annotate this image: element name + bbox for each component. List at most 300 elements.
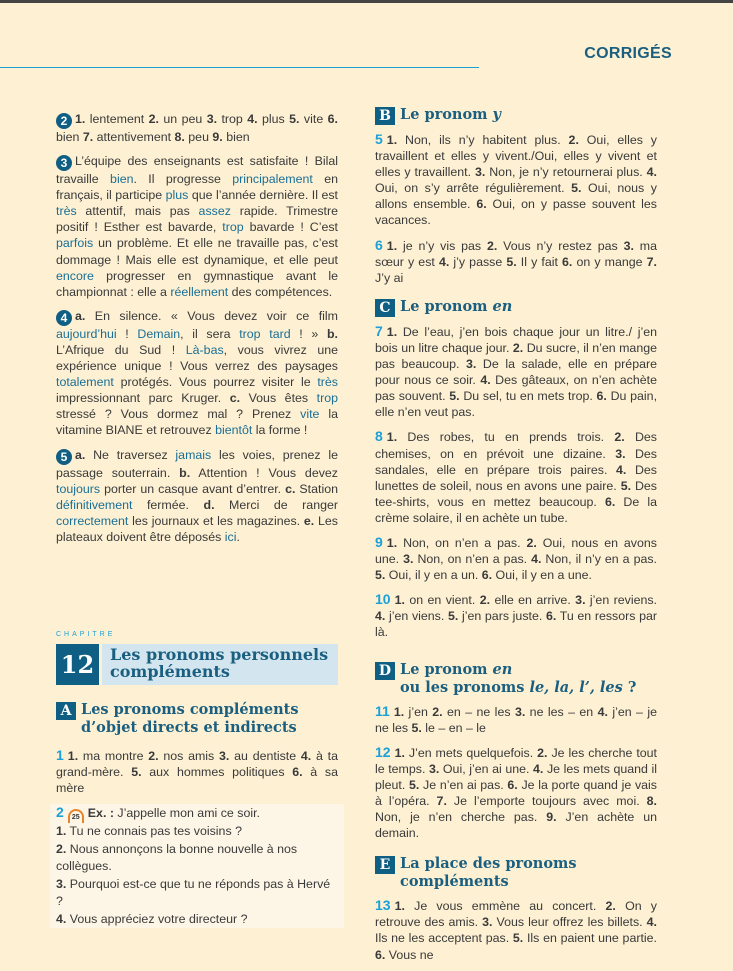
item-number: 2.	[432, 704, 443, 719]
section-title-em: y	[492, 106, 501, 123]
text-run: porter un casque avant d’entrer.	[100, 481, 286, 496]
highlighted-word: jamais	[175, 447, 212, 462]
item-answer: Oui, on s’y arrête régulièrement.	[375, 181, 572, 196]
text-run: bavarde ! C’est	[243, 220, 338, 235]
item-number: 3.	[575, 593, 586, 608]
item-number: 5.	[289, 112, 300, 126]
section-badge: A	[56, 702, 76, 720]
item-number: 4.	[646, 915, 657, 930]
exercise-4-answers	[56, 308, 338, 439]
text-run: L’Afrique du Sud !	[56, 342, 186, 357]
text-run: les journaux et les magazines.	[128, 513, 304, 528]
item-number: 4.	[480, 373, 491, 388]
item-number: 6.	[545, 609, 557, 624]
item-number: 2.	[486, 238, 498, 253]
item-number: 4.	[438, 254, 450, 269]
text-run: Les plateaux doivent être déposés	[56, 513, 339, 544]
item-answer: Je vous emmène au concert.	[404, 899, 606, 914]
section-title-em: en	[492, 297, 513, 315]
item-number: 7.	[646, 254, 657, 269]
text-run: Vous êtes	[240, 391, 317, 406]
top-bar	[0, 0, 733, 3]
answer-text	[375, 899, 657, 961]
item-number: 5.	[131, 765, 142, 780]
item-answer: plus	[257, 112, 290, 126]
item-number: 4.	[247, 112, 258, 126]
item-answer: On y retrouve des amis.	[375, 899, 658, 930]
item-number: 1.	[393, 704, 405, 719]
section-title-line2-em: le, la, l’, les	[529, 678, 623, 696]
item-answer: j’y passe	[449, 254, 507, 269]
answer-text	[56, 154, 338, 299]
text-run: fermée.	[132, 497, 204, 512]
item-answer: attentivement	[93, 130, 175, 144]
audio-exercise-line	[56, 841, 338, 876]
highlighted-word: totalement	[56, 375, 114, 390]
item-letter: a.	[75, 308, 86, 323]
chapter-number: 12	[56, 644, 99, 685]
item-answer: à sa mère	[56, 765, 338, 796]
item-answer: ne les – en	[525, 704, 598, 719]
highlighted-word: plus	[165, 188, 189, 203]
item-answer: Oui, elles y travaillent et elles y vivent./Oui, elles y vivent et elles y travaillent.	[375, 133, 658, 180]
item-number: 3.	[429, 761, 440, 776]
exercise-number: 5	[375, 131, 383, 147]
example-text: J’appelle mon ami ce soir.	[113, 806, 260, 821]
item-number: 3.	[206, 112, 218, 126]
item-answer: Vous ne	[385, 947, 434, 962]
item-number: 5.	[512, 931, 524, 946]
answer-text	[56, 112, 338, 144]
item-answer: peu	[184, 130, 213, 144]
answer-text	[375, 133, 657, 227]
item-number: 1.	[394, 899, 405, 914]
item-number: 3.	[403, 552, 414, 567]
item-answer: De la salade, elle en prépare pour nous ce soir.	[375, 357, 657, 388]
item-answer: Oui, il y en a une.	[492, 568, 592, 583]
item-letter: c.	[229, 391, 241, 406]
exercise-5-answers	[56, 447, 338, 545]
text-run: protégés. Vous pourrez visiter le	[113, 375, 318, 390]
exercise-number: 9	[375, 533, 383, 550]
exercise-13-answers	[375, 897, 657, 962]
item-answer: bien	[222, 130, 250, 144]
answer-text	[375, 236, 657, 285]
item-letter: b.	[326, 326, 338, 341]
item-number: 5.	[571, 181, 582, 196]
section-title-line2: ou les pronoms	[400, 678, 530, 696]
text-run: les voies, prenez le passage souterrain.	[56, 447, 339, 480]
header-rule	[0, 67, 479, 68]
audio-exercise-line	[56, 823, 338, 841]
item-number: 3.	[615, 446, 626, 461]
item-answer: Du sel, tu en mets trop.	[459, 389, 597, 404]
item-number: 5.	[409, 777, 420, 792]
item-answer: je n’y vis pas	[397, 238, 487, 253]
exercise-number-disc: 5	[56, 449, 72, 465]
item-number: 3.	[514, 704, 526, 719]
text-run: Station	[295, 481, 338, 496]
item-number: 1.	[386, 238, 398, 253]
text-run: En silence. « Vous devez voir ce film	[85, 308, 338, 323]
chapter-title	[102, 644, 338, 685]
item-number: 2.	[148, 749, 159, 764]
item-answer: J’y ai	[375, 270, 404, 285]
section-title-text: Le pronom	[400, 106, 493, 123]
item-answer: Non, il n’y en a pas.	[541, 552, 657, 567]
highlighted-word: parfois	[56, 236, 94, 251]
answer-text	[375, 533, 657, 583]
text-run: stressé ? Vous dormez mal ? Prenez	[56, 407, 301, 422]
item-number: 2.	[148, 112, 159, 126]
highlighted-word: encore	[56, 268, 94, 283]
item-number: 6.	[327, 112, 338, 126]
answer-text	[375, 593, 657, 639]
item-answer: Des chemises, on en prévoit une dizaine.	[375, 430, 658, 461]
item-number: 1.	[386, 133, 398, 147]
text-run: rapide. Trimestre positif ! Esther est bavarde,	[56, 204, 338, 235]
item-letter: c.	[285, 481, 296, 496]
item-answer: en – ne les	[442, 704, 515, 719]
item-number: 9.	[212, 130, 223, 144]
section-title-em: en	[492, 660, 513, 678]
audio-exercise-line	[56, 876, 338, 911]
exercise-1-answers	[56, 747, 338, 796]
item-number: 6.	[562, 254, 573, 269]
section-title	[81, 701, 299, 737]
item-number: 2.	[537, 745, 548, 760]
section-title-text: Le pronom	[400, 660, 493, 678]
item-answer: lentement	[85, 112, 149, 126]
item-answer: Du sucre, il n’en mange pas beaucoup.	[375, 340, 657, 372]
item-answer: Oui, il y en a un.	[385, 568, 482, 583]
section-e-heading	[375, 855, 657, 891]
item-answer: Vous n’y restez pas	[497, 238, 624, 253]
item-number: 2.	[568, 133, 579, 147]
item-number: 1.	[67, 749, 79, 764]
item-answer: j’en viens.	[385, 609, 448, 624]
item-number: 2.	[479, 593, 491, 608]
item-number: 1.	[386, 430, 398, 445]
exercise-8-answers	[375, 428, 657, 526]
chapter-label: CHAPITRE	[56, 631, 116, 638]
item-answer: Des robes, tu en prends trois.	[397, 430, 615, 445]
highlighted-word: réellement	[170, 284, 229, 299]
left-column	[56, 111, 339, 926]
item-answer: ma sœur y est	[375, 238, 657, 269]
item-answer: j’en – je ne les	[375, 704, 657, 735]
item-letter: a.	[75, 447, 86, 462]
item-number: 2.	[526, 535, 537, 550]
item-answer: Non, on n’en a pas.	[413, 552, 532, 567]
item-number: 5.	[411, 720, 422, 735]
item-number: 4.	[533, 761, 544, 776]
answer-text	[375, 430, 657, 524]
item-answer: bien	[56, 130, 83, 144]
item-answer: on y mange	[572, 254, 647, 269]
chapter-title-line2: compléments	[110, 662, 230, 682]
item-number: 4.	[56, 911, 67, 926]
item-answer: Oui, on y passe souvent les vacances.	[375, 197, 657, 228]
text-run: Ne traversez	[85, 447, 176, 462]
item-number: 9.	[546, 810, 557, 825]
highlighted-word: ici	[224, 529, 237, 544]
item-answer: Oui, j’en ai une.	[439, 761, 534, 776]
item-number: 5.	[620, 478, 632, 493]
section-title-line1: Les pronoms compléments	[81, 701, 299, 719]
item-number: 7.	[436, 794, 447, 808]
item-answer: Vous leur offrez les billets.	[492, 915, 647, 930]
text-run: des compétences.	[228, 284, 333, 299]
text-run: . Il progresse	[133, 172, 233, 187]
exercise-10-answers	[375, 591, 657, 640]
highlighted-word: vite	[300, 407, 320, 422]
highlighted-word: trop tard	[239, 326, 291, 341]
item-text: Tu ne connais pas tes voisins ?	[66, 824, 242, 839]
chapter-header	[56, 644, 338, 685]
item-number: 3.	[474, 165, 486, 180]
highlighted-word: Là-bas	[185, 342, 224, 357]
item-letter: e.	[303, 513, 315, 528]
section-badge: D	[375, 662, 395, 680]
text-run: Attention ! Vous devez	[190, 465, 338, 480]
section-badge: C	[375, 299, 395, 317]
item-answer: elle en arrive.	[490, 593, 576, 608]
item-number: 8.	[174, 130, 185, 144]
item-number: 1.	[394, 745, 405, 760]
item-answer: Je n’en ai pas.	[419, 777, 508, 792]
answer-text	[56, 749, 338, 795]
item-answer: Des sandales, elle en prépare trois paires.	[375, 446, 657, 477]
item-number: 3.	[466, 357, 477, 372]
item-number: 2.	[605, 899, 616, 914]
item-text: Nous annonçons la bonne nouvelle à nos collègues.	[56, 841, 298, 874]
item-answer: nos amis	[158, 749, 220, 764]
text-run: !	[116, 326, 138, 341]
text-run: , vous vivrez une expérience unique ! Vous verrez des paysages	[56, 342, 338, 374]
item-answer: Des lunettes de soleil, nous en avons une paire.	[375, 462, 657, 493]
item-text: Pourquoi est-ce que tu ne réponds pas à Hervé ?	[56, 876, 331, 909]
exercise-number: 2	[56, 804, 64, 821]
item-number: 2.	[512, 340, 524, 355]
text-run: la forme !	[252, 423, 308, 438]
item-answer: vite	[299, 112, 328, 126]
item-number: 1.	[75, 112, 86, 126]
item-number: 4.	[616, 462, 627, 477]
answer-text	[375, 702, 657, 735]
exercise-number: 13	[375, 897, 391, 914]
exercise-number-disc: 4	[56, 310, 72, 326]
section-title-text: Le pronom	[400, 297, 493, 315]
exercise-11-answers	[375, 703, 657, 736]
item-number: 3.	[219, 749, 230, 764]
exercise-number: 7	[375, 322, 383, 339]
item-number: 5.	[447, 609, 459, 624]
item-answer: Non, ils n’y habitent plus.	[397, 133, 569, 147]
item-number: 3.	[56, 876, 67, 891]
exercise-9-answers	[375, 534, 657, 583]
answer-text	[375, 322, 658, 420]
exercise-3-answers	[56, 153, 338, 300]
section-title-line2-end: ?	[622, 678, 637, 696]
item-number: 1.	[386, 535, 398, 550]
item-answer: trop	[217, 112, 248, 126]
section-title	[400, 661, 636, 697]
answer-text	[56, 309, 338, 438]
item-number: 2.	[56, 841, 67, 856]
text-run: progresser en gymnastique avant le championnat : elle a	[56, 268, 338, 299]
exercise-5-answers	[375, 131, 657, 229]
item-number: 1.	[394, 593, 405, 608]
item-answer: Des gâteaux, on n’en achète pas souvent.	[375, 373, 657, 404]
item-number: 8.	[646, 794, 657, 808]
right-column	[375, 106, 657, 971]
text-run: ! »	[290, 326, 327, 341]
item-answer: J’en achète un demain.	[375, 810, 657, 841]
audio-exercise-box	[50, 804, 344, 928]
item-answer: Non, je n’en cherche pas.	[375, 810, 547, 825]
item-answer: au dentiste	[229, 749, 301, 764]
highlighted-word: toujours	[56, 481, 101, 496]
exercise-12-answers	[375, 744, 657, 842]
item-answer: Non, on n’en a pas.	[397, 535, 527, 550]
answer-text	[375, 743, 658, 841]
item-answer: aux hommes politiques	[141, 765, 293, 780]
text-run: .	[236, 529, 240, 544]
exercise-number: 8	[375, 428, 383, 445]
section-b-heading	[375, 106, 657, 125]
item-number: 4.	[375, 609, 386, 624]
section-title	[400, 298, 512, 316]
section-a-heading	[56, 701, 338, 737]
item-answer: Oui, nous en avons une.	[375, 535, 657, 567]
item-answer: Tu en ressors par là.	[375, 609, 658, 640]
item-number: 5.	[506, 254, 517, 269]
chapter-title-line1: Les pronoms personnels	[110, 645, 329, 665]
highlighted-word: très	[317, 375, 338, 390]
item-answer: à ta grand-mère.	[56, 749, 338, 780]
item-answer: le – en – le	[421, 720, 486, 735]
exercise-number-disc: 2	[56, 113, 72, 129]
highlighted-word: très	[56, 204, 77, 219]
highlighted-word: aujourd’hui	[56, 326, 117, 341]
text-run: L’équipe des enseignants est satisfaite ! Bilal travaille	[56, 154, 338, 187]
text-run: attentif, mais pas	[76, 204, 199, 219]
highlighted-word: correctement	[56, 513, 129, 528]
item-answer: Je les mets quand il pleut.	[375, 761, 658, 792]
answer-text	[56, 448, 338, 544]
item-number: 4.	[646, 165, 657, 180]
item-number: 6.	[375, 947, 386, 962]
highlighted-word: Demain	[137, 326, 181, 341]
audio-exercise-lines	[56, 823, 338, 928]
exercise-number-disc: 3	[56, 155, 72, 171]
item-text: Vous appréciez votre directeur ?	[66, 911, 248, 926]
item-number: 2.	[614, 430, 625, 445]
item-answer: Ils en paient une partie.	[523, 931, 657, 946]
highlighted-word: principalement	[232, 172, 313, 187]
text-run: impressionnant parc Kruger.	[56, 391, 230, 406]
item-letter: d.	[203, 497, 215, 512]
exercise-7-answers	[375, 323, 657, 421]
section-badge: B	[375, 107, 395, 125]
audio-example-line	[56, 804, 338, 823]
audio-exercise-line	[56, 911, 338, 929]
item-answer: j’en pars juste.	[458, 609, 546, 624]
chapter-block	[56, 627, 338, 928]
highlighted-word: trop	[222, 220, 244, 235]
exercise-number: 6	[375, 236, 383, 253]
headphones-track-icon[interactable]: 25	[68, 809, 84, 823]
section-d-heading	[375, 661, 657, 697]
example-label: Ex. :	[87, 806, 114, 821]
item-number: 4.	[531, 552, 542, 567]
text-run: en français, il participe	[56, 172, 338, 203]
item-number: 6.	[292, 765, 303, 780]
text-run: la vitamine BIANE et retrouvez	[56, 407, 339, 438]
item-answer: Je les cherche tout le temps.	[375, 745, 657, 776]
item-number: 6.	[476, 197, 487, 212]
section-c-heading	[375, 298, 657, 317]
exercise-2-answers	[56, 111, 338, 145]
highlighted-word: bien	[110, 172, 134, 187]
exercise-6-answers	[375, 237, 657, 286]
text-run: que l’année dernière. Il est	[188, 188, 338, 203]
item-number: 7.	[82, 130, 94, 144]
page-header-title: CORRIGÉS	[584, 45, 672, 62]
item-answer: De l’eau, j’en bois chaque jour un litre./ j’en bois un litre chaque jour.	[375, 324, 657, 355]
text-run: Merci de ranger	[214, 497, 338, 512]
item-letter: b.	[179, 465, 191, 480]
item-answer: ma montre	[78, 749, 149, 764]
section-badge: E	[375, 856, 395, 874]
item-answer: Je l’emporte toujours avec moi.	[446, 794, 647, 808]
text-run: , il sera	[180, 326, 240, 341]
item-answer: Oui, nous y allons ensemble.	[375, 181, 657, 212]
item-answer: un peu	[158, 112, 207, 126]
item-answer: Je la porte quand je vais à l’opéra.	[375, 777, 658, 808]
item-number: 4.	[597, 704, 608, 719]
text-run: un problème. Et elle ne travaille pas, c’est dommage ! Mais elle est dynamique, et elle peut	[56, 236, 338, 267]
item-number: 5.	[375, 568, 386, 583]
item-number: 6.	[507, 777, 518, 792]
exercise-number: 11	[375, 702, 390, 719]
item-answer: Du pain, elle n’en veut pas.	[375, 389, 658, 420]
item-number: 6.	[596, 389, 607, 404]
item-number: 6.	[481, 568, 493, 583]
item-answer: j’en	[404, 704, 433, 719]
item-answer: Il y fait	[516, 254, 563, 269]
exercise-number: 1	[56, 747, 64, 764]
highlighted-word: assez	[198, 204, 231, 219]
highlighted-word: définitivement	[56, 497, 133, 512]
item-answer: De la crème solaire, il en achète un tube.	[375, 494, 657, 525]
item-answer: on en vient.	[404, 593, 480, 608]
item-number: 3.	[482, 915, 493, 930]
exercise-number: 12	[375, 743, 391, 760]
item-answer: Des tee-shirts, vous en mettez beaucoup.	[375, 478, 657, 509]
exercise-number: 10	[375, 591, 391, 608]
item-number: 1.	[386, 324, 398, 339]
item-number: 1.	[56, 824, 67, 839]
item-answer: j’en reviens.	[585, 593, 657, 608]
section-title-line2: d’objet directs et indirects	[81, 719, 297, 737]
item-answer: Non, je n’y retournerai plus.	[485, 165, 647, 180]
item-answer: Ils ne les acceptent pas.	[375, 931, 513, 946]
item-number: 4.	[300, 749, 312, 764]
highlighted-word: trop	[316, 391, 339, 406]
item-answer: J’en mets quelquefois.	[404, 745, 538, 760]
